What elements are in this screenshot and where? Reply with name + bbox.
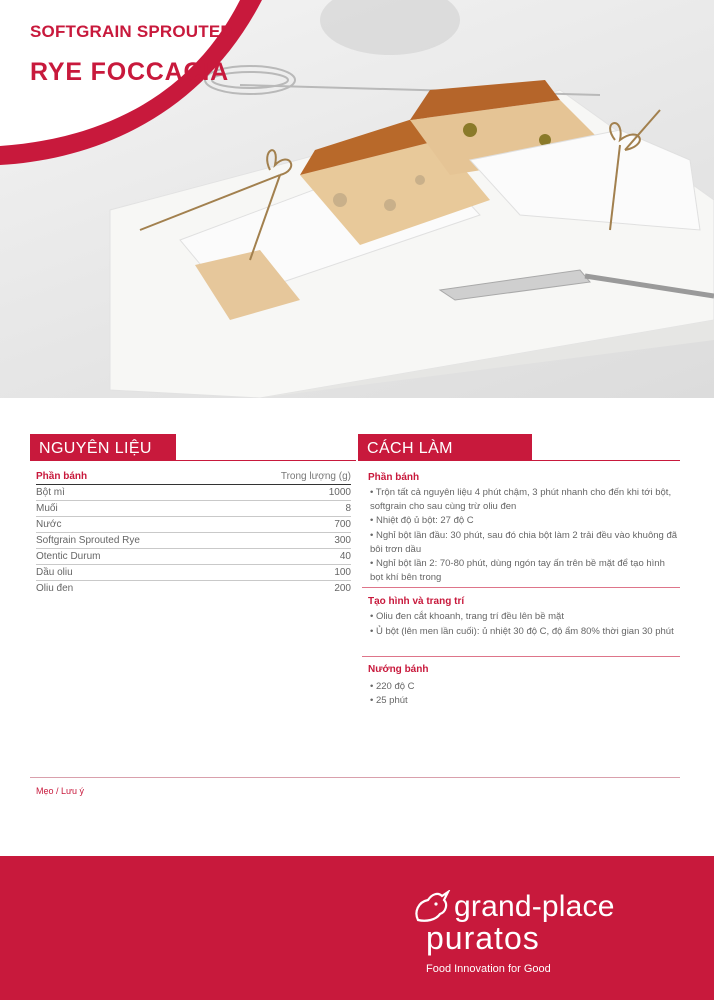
method-step: • Trộn tất cả nguyên liệu 4 phút chậm, 3 phút nhanh cho đến khi tới bột, softgrain cho sau cùng trừ oliu đen bbox=[370, 487, 672, 512]
ingredients-header bbox=[36, 471, 351, 482]
ingredient-row bbox=[36, 484, 351, 500]
ingredient-name: Dầu oliu bbox=[36, 567, 73, 578]
ingredient-amount: 200 bbox=[334, 583, 351, 594]
title-line-2: RYE FOCCACIA bbox=[30, 58, 229, 86]
brand-puratos: puratos bbox=[426, 920, 540, 956]
method-group-title: Nướng bánh bbox=[368, 664, 429, 675]
method-step: • Oliu đen cắt khoanh, trang trí đều lên bề mặt bbox=[370, 611, 564, 622]
ingredient-amount: 700 bbox=[334, 519, 351, 530]
ingredient-name: Nước bbox=[36, 519, 62, 530]
ingredient-row bbox=[36, 580, 351, 596]
method-group-divider bbox=[362, 587, 680, 588]
ingredient-row bbox=[36, 532, 351, 548]
brand-grand-place: grand-place bbox=[454, 890, 615, 923]
method-group-title: Phần bánh bbox=[368, 472, 420, 483]
title-line-1: SOFTGRAIN SPROUTED bbox=[30, 22, 233, 41]
ingredient-name: Oliu đen bbox=[36, 583, 74, 594]
amount-header: Trong lượng (g) bbox=[280, 471, 351, 482]
ingredient-amount: 1000 bbox=[328, 487, 351, 498]
method-step: • Nghỉ bột lần 2: 70-80 phút, dùng ngón tay ấn trên bề mặt để tạo hình bọt khí bên trong bbox=[370, 558, 665, 583]
method-step: • 220 độ C bbox=[370, 681, 415, 692]
ingredient-amount: 40 bbox=[339, 551, 351, 562]
method-step: • Ủ bột (lên men lần cuối): ủ nhiệt 30 độ C, độ ẩm 80% thời gian 30 phút bbox=[370, 626, 674, 637]
method-section-title: CÁCH LÀM bbox=[358, 434, 532, 460]
ingredient-name: Softgrain Sprouted Rye bbox=[36, 535, 140, 546]
ingredients-divider bbox=[30, 460, 356, 461]
ingredient-name: Bột mì bbox=[36, 487, 65, 498]
footer bbox=[0, 856, 714, 1000]
ingredient-amount: 100 bbox=[334, 567, 351, 578]
ingredients-section-title: NGUYÊN LIỆU bbox=[30, 434, 176, 460]
ingredient-name: Otentic Durum bbox=[36, 551, 101, 562]
hero-photo bbox=[0, 0, 714, 398]
method-step: • Nhiệt độ ủ bột: 27 độ C bbox=[370, 515, 474, 526]
unicorn-logo-icon bbox=[412, 890, 452, 924]
notes-divider bbox=[30, 777, 680, 778]
ingredient-amount: 8 bbox=[345, 503, 351, 514]
ingredient-row bbox=[36, 516, 351, 532]
ingredient-name: Muối bbox=[36, 503, 58, 514]
notes-label: Mẹo / Lưu ý bbox=[36, 786, 85, 796]
method-divider bbox=[358, 460, 680, 461]
ingredient-row bbox=[36, 500, 351, 516]
method-step: • 25 phút bbox=[370, 695, 408, 706]
ingredient-amount: 300 bbox=[334, 535, 351, 546]
brand-tagline: Food Innovation for Good bbox=[426, 963, 551, 975]
ingredient-row bbox=[36, 548, 351, 564]
method-step: • Nghỉ bột lần đầu: 30 phút, sau đó chia bột làm 2 trải đều vào khuông đã bôi trơn dầu bbox=[370, 530, 678, 555]
method-group-title: Tạo hình và trang trí bbox=[368, 596, 465, 607]
ingredient-row bbox=[36, 564, 351, 580]
ingredient-group-label: Phần bánh bbox=[36, 471, 88, 482]
method-group-divider bbox=[362, 656, 680, 657]
